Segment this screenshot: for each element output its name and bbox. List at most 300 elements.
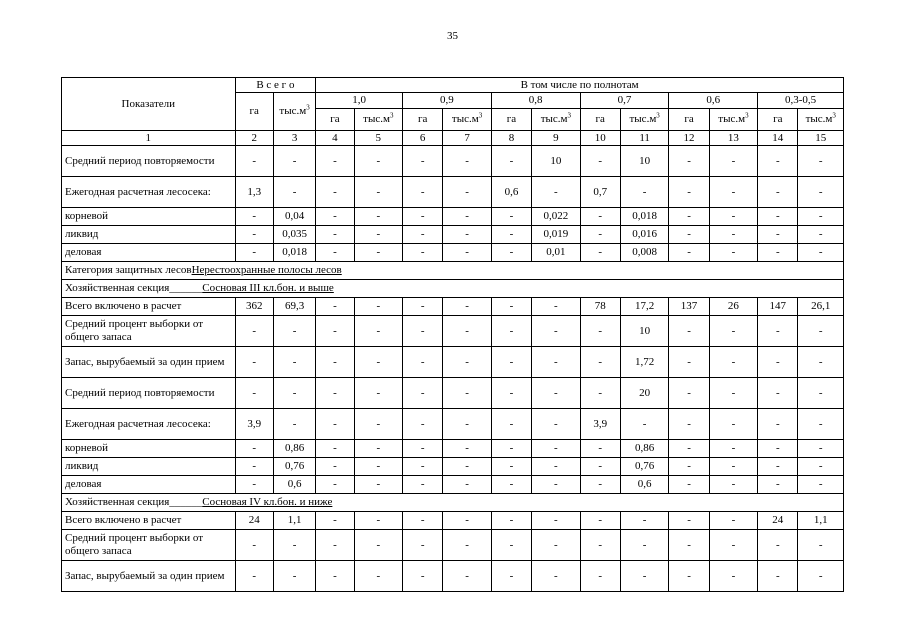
section-value: Сосновая IV кл.бон. и ниже [202,496,333,508]
section-prefix: Категория защитных лесов [65,264,192,276]
table-cell: - [354,347,402,378]
table-cell: - [491,316,531,347]
header-unit-ha: га [491,109,531,131]
table-cell: - [758,208,798,226]
section-prefix: Хозяйственная секция [65,496,170,508]
table-cell: - [403,226,443,244]
table-cell: - [758,458,798,476]
table-cell: - [316,208,354,226]
table-row [62,244,844,262]
section-gap: ______ [169,282,203,294]
table-cell: - [403,316,443,347]
table-cell: - [316,476,354,494]
table-cell: - [669,378,709,409]
table-cell: - [443,177,491,208]
table-cell: - [354,409,402,440]
table-cell: 17,2 [620,298,668,316]
table-cell: - [403,298,443,316]
table-cell: - [403,347,443,378]
header-by-density: В том числе по полнотам [316,78,844,93]
table-cell: - [532,512,580,530]
table-cell: - [758,347,798,378]
table-cell: - [798,177,844,208]
table-cell: - [580,244,620,262]
table-cell: - [709,378,757,409]
table-cell: 0,008 [620,244,668,262]
row-label: Средний период повторяемости [62,378,236,409]
table-cell: - [580,530,620,561]
table-cell: - [669,409,709,440]
table-cell: - [316,512,354,530]
row-label: Ежегодная расчетная лесосека: [62,177,236,208]
table-cell: 26 [709,298,757,316]
table-cell: 0,86 [273,440,315,458]
table-row [62,347,844,378]
table-cell: - [273,530,315,561]
table-cell: - [580,208,620,226]
table-cell: - [709,177,757,208]
table-cell: - [532,298,580,316]
table-cell: - [403,177,443,208]
table-cell: - [669,347,709,378]
table-cell: - [620,530,668,561]
row-label: ликвид [62,458,236,476]
header-unit-volume: $тыс.м^3$ [354,109,402,131]
table-cell: - [532,316,580,347]
table-cell: 10 [532,146,580,177]
table-cell: - [669,146,709,177]
table-cell: - [443,298,491,316]
header-density-2: 0,9 [403,93,492,109]
header-density-4: 0,7 [580,93,669,109]
table-cell: - [580,347,620,378]
table-cell: - [491,440,531,458]
table-cell: - [316,347,354,378]
table-cell: - [316,409,354,440]
table-cell: - [403,378,443,409]
table-cell: - [235,476,273,494]
column-number: 14 [758,131,798,146]
table-cell: - [235,458,273,476]
table-cell: - [354,378,402,409]
section-prefix: Хозяйственная секция [65,282,170,294]
table-cell: - [403,244,443,262]
table-cell: - [491,512,531,530]
table-cell: - [709,208,757,226]
section-heading [62,280,844,298]
table-cell: 0,6 [273,476,315,494]
table-cell: - [709,512,757,530]
table-cell: - [273,177,315,208]
column-number: 6 [403,131,443,146]
table-cell: - [403,208,443,226]
table-row [62,146,844,177]
table-cell: - [532,530,580,561]
table-cell: - [403,530,443,561]
table-cell: - [620,512,668,530]
table-cell: - [235,347,273,378]
table-cell: 0,018 [620,208,668,226]
table-cell: - [669,177,709,208]
table-row [62,208,844,226]
table-row [62,512,844,530]
header-unit-ha: га [758,109,798,131]
table-cell: - [316,244,354,262]
table-cell: - [403,146,443,177]
table-cell: - [709,409,757,440]
table-cell: - [354,561,402,592]
table-cell: 69,3 [273,298,315,316]
table-cell: 147 [758,298,798,316]
table-cell: - [273,561,315,592]
row-label: Средний процент выборки от общего запаса [62,316,236,347]
table-cell: - [758,476,798,494]
table-cell: - [443,244,491,262]
table-cell: - [491,244,531,262]
table-row [62,561,844,592]
table-cell: 137 [669,298,709,316]
table-cell: - [532,561,580,592]
table-cell: - [491,458,531,476]
table-cell: - [235,146,273,177]
section-gap: ______ [169,496,203,508]
column-number: 1 [62,131,236,146]
header-unit-volume: $тыс.м^3$ [443,109,491,131]
table-cell: - [235,378,273,409]
column-number: 13 [709,131,757,146]
column-number: 7 [443,131,491,146]
table-cell: - [316,458,354,476]
page-number: 35 [447,30,458,42]
header-unit-volume: $тыс.м^3$ [709,109,757,131]
table-cell: - [709,316,757,347]
table-cell: - [235,561,273,592]
table-cell: - [316,298,354,316]
row-label: ликвид [62,226,236,244]
table-cell: - [620,177,668,208]
row-label: Всего включено в расчет [62,512,236,530]
column-number-row [62,131,844,146]
table-cell: 362 [235,298,273,316]
row-label: Ежегодная расчетная лесосека: [62,409,236,440]
table-cell: - [316,146,354,177]
table-row [62,440,844,458]
table-cell: - [443,458,491,476]
table-row [62,316,844,347]
table-cell: - [354,440,402,458]
table-cell: 24 [758,512,798,530]
header-unit-volume: $тыс.м^3$ [532,109,580,131]
table-cell: - [235,208,273,226]
header-unit-ha: га [316,109,354,131]
forest-allocation-table [61,77,844,592]
column-number: 11 [620,131,668,146]
table-cell: - [620,409,668,440]
table-cell: - [316,378,354,409]
table-cell: - [532,347,580,378]
table-cell: - [491,409,531,440]
table-cell: - [580,561,620,592]
table-cell: - [443,561,491,592]
column-number: 10 [580,131,620,146]
section-heading [62,494,844,512]
column-number: 3 [273,131,315,146]
table-cell: - [798,409,844,440]
row-label: Запас, вырубаемый за один прием [62,561,236,592]
table-cell: - [235,316,273,347]
table-cell: - [316,561,354,592]
table-cell: - [354,458,402,476]
table-cell: - [403,476,443,494]
table-cell: 78 [580,298,620,316]
table-cell: - [798,530,844,561]
table-row [62,378,844,409]
table-cell: - [669,512,709,530]
table-cell: - [443,512,491,530]
table-row [62,298,844,316]
table-cell: - [758,146,798,177]
row-label: Средний процент выборки от общего запаса [62,530,236,561]
table-cell: 0,86 [620,440,668,458]
table-cell: - [798,458,844,476]
table-cell: - [580,378,620,409]
table-cell: - [709,458,757,476]
table-cell: - [758,440,798,458]
table-cell: - [798,378,844,409]
table-cell: - [354,208,402,226]
table-row [62,409,844,440]
column-number: 15 [798,131,844,146]
table-cell: - [491,530,531,561]
table-cell: 1,1 [273,512,315,530]
table-cell: 0,022 [532,208,580,226]
table-cell: - [354,512,402,530]
column-number: 5 [354,131,402,146]
row-label: Всего включено в расчет [62,298,236,316]
table-cell: - [758,316,798,347]
table-cell: - [443,476,491,494]
table-cell: - [798,146,844,177]
table-row [62,177,844,208]
column-number: 2 [235,131,273,146]
table-cell: 0,01 [532,244,580,262]
table-cell: - [403,458,443,476]
table-cell: - [798,244,844,262]
table-cell: - [443,440,491,458]
column-number: 12 [669,131,709,146]
table-cell: - [403,409,443,440]
table-row [62,530,844,561]
table-cell: - [709,347,757,378]
table-cell: - [443,226,491,244]
table-cell: - [491,226,531,244]
table-cell: - [669,226,709,244]
header-unit-ha: га [580,109,620,131]
row-label: деловая [62,244,236,262]
column-number: 9 [532,131,580,146]
section-value: Сосновая III кл.бон. и выше [202,282,334,294]
table-cell: - [580,440,620,458]
table-cell: - [273,316,315,347]
header-unit-ha: га [403,109,443,131]
table-cell: - [669,458,709,476]
table-cell: - [758,561,798,592]
table-cell: - [532,458,580,476]
table-cell: 0,035 [273,226,315,244]
table-cell: 24 [235,512,273,530]
table-cell: 0,016 [620,226,668,244]
table-cell: - [354,244,402,262]
table-cell: - [316,440,354,458]
table-cell: - [316,316,354,347]
table-cell: - [403,561,443,592]
table-cell: 10 [620,316,668,347]
table-cell: - [798,440,844,458]
table-cell: - [532,409,580,440]
table-cell: - [443,208,491,226]
table-cell: - [273,146,315,177]
table-cell: - [709,146,757,177]
header-total-volume: $тыс.м^3$ [273,93,315,131]
table-cell: 0,76 [273,458,315,476]
table-cell: - [669,561,709,592]
table-cell: - [403,440,443,458]
table-cell: 0,018 [273,244,315,262]
table-row [62,458,844,476]
table-cell: - [532,476,580,494]
table-cell: - [354,316,402,347]
table-cell: 1,72 [620,347,668,378]
table-cell: - [709,226,757,244]
row-label: деловая [62,476,236,494]
table-cell: - [669,244,709,262]
table-cell: - [491,476,531,494]
table-cell: 0,6 [491,177,531,208]
section-heading [62,262,844,280]
table-cell: - [491,378,531,409]
row-label: Запас, вырубаемый за один прием [62,347,236,378]
header-density-5: 0,6 [669,93,758,109]
table-cell: - [273,378,315,409]
table-cell: - [709,530,757,561]
table-cell: - [443,409,491,440]
table-cell: - [709,476,757,494]
section-row [62,262,844,280]
table-cell: - [235,244,273,262]
table-cell: - [316,530,354,561]
table-cell: - [580,316,620,347]
header-indicators: Показатели [62,78,236,131]
table-cell: - [532,177,580,208]
section-value: Нерестоохранные полосы лесов [191,264,342,276]
table-cell: 0,6 [620,476,668,494]
table-cell: - [235,530,273,561]
table-cell: - [758,409,798,440]
table-cell: 0,7 [580,177,620,208]
table-cell: - [580,512,620,530]
table-cell: - [798,226,844,244]
row-label: корневой [62,208,236,226]
table-cell: 10 [620,146,668,177]
header-unit-volume: $тыс.м^3$ [620,109,668,131]
row-label: Средний период повторяемости [62,146,236,177]
table-cell: - [235,440,273,458]
table-cell: - [443,316,491,347]
table-cell: - [669,476,709,494]
table-body [62,78,844,592]
column-number: 8 [491,131,531,146]
table-cell: - [273,347,315,378]
header-density-3: 0,8 [491,93,580,109]
table-cell: - [758,177,798,208]
table-cell: - [798,347,844,378]
table-cell: - [798,476,844,494]
table-cell: - [235,226,273,244]
table-cell: 3,9 [580,409,620,440]
table-cell: - [443,378,491,409]
table-cell: - [669,316,709,347]
table-cell: - [316,177,354,208]
table-cell: 1,3 [235,177,273,208]
table-cell: - [758,378,798,409]
table-cell: 1,1 [798,512,844,530]
table-cell: - [354,476,402,494]
table-cell: - [532,378,580,409]
table-cell: - [491,208,531,226]
table-cell: - [758,244,798,262]
header-unit-ha: га [669,109,709,131]
table-cell: 0,76 [620,458,668,476]
table-cell: - [354,226,402,244]
table-cell: - [354,146,402,177]
table-cell: 26,1 [798,298,844,316]
table-cell: - [709,440,757,458]
table-cell: - [580,146,620,177]
header-density-1: 1,0 [316,93,403,109]
section-row [62,494,844,512]
table-cell: - [273,409,315,440]
table-cell: - [354,530,402,561]
table-cell: - [316,226,354,244]
table-cell: - [709,244,757,262]
table-cell: - [443,347,491,378]
table-cell: - [758,530,798,561]
header-unit-volume: $тыс.м^3$ [798,109,844,131]
table-cell: - [491,146,531,177]
table-row [62,226,844,244]
table-cell: - [491,347,531,378]
table-cell: - [798,561,844,592]
table-cell: 0,04 [273,208,315,226]
table-cell: 3,9 [235,409,273,440]
table-cell: - [798,208,844,226]
table-cell: - [491,561,531,592]
table-cell: - [669,208,709,226]
table-cell: - [580,476,620,494]
table-cell: - [709,561,757,592]
header-density-6: 0,3-0,5 [758,93,844,109]
table-cell: - [620,561,668,592]
section-row [62,280,844,298]
table-cell: - [580,458,620,476]
table-cell: - [580,226,620,244]
table-cell: - [443,530,491,561]
table-cell: - [354,177,402,208]
table-cell: - [758,226,798,244]
table-cell: - [354,298,402,316]
table-cell: - [532,440,580,458]
table-cell: - [403,512,443,530]
